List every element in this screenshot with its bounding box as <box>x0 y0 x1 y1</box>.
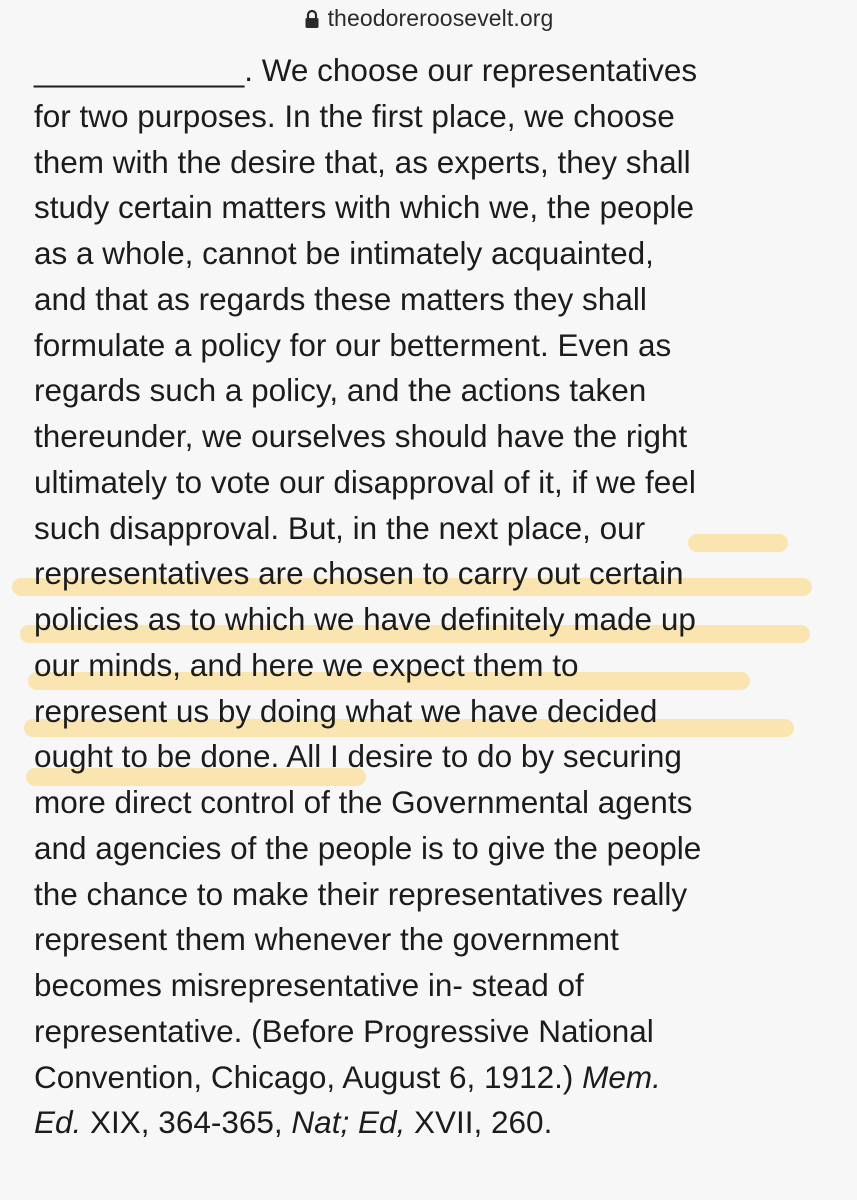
text-line <box>34 597 846 643</box>
text-line <box>34 963 846 1009</box>
quote-text <box>34 48 846 1146</box>
text-segment: regards such a policy, and the actions taken <box>34 372 647 409</box>
text-line <box>34 277 846 323</box>
text-segment: the chance to make their representatives really <box>34 875 688 912</box>
citation-italic: Ed. <box>34 1104 82 1141</box>
text-segment: study certain matters with which we, the people <box>34 189 695 226</box>
text-line <box>34 231 846 277</box>
text-line <box>34 94 846 140</box>
text-line <box>34 506 846 552</box>
text-line <box>34 323 846 369</box>
text-line <box>34 48 846 94</box>
text-line <box>34 1009 846 1055</box>
text-line <box>34 140 846 186</box>
text-segment: Convention, Chicago, August 6, 1912.) <box>34 1058 583 1095</box>
text-segment: represent us by doing what we have decided <box>34 692 658 729</box>
text-segment: representatives are chosen to carry out certain <box>34 555 684 592</box>
text-line <box>34 643 846 689</box>
site-domain: theodoreroosevelt.org <box>327 4 554 31</box>
text-segment: such disapproval. But, in the next place, our <box>34 509 646 546</box>
text-line <box>34 1100 846 1146</box>
text-segment: for two purposes. In the first place, we choose <box>34 97 675 134</box>
text-segment: ultimately to vote our disapproval of it, if we feel <box>34 463 696 500</box>
text-segment: as a whole, cannot be intimately acquainted, <box>34 235 654 271</box>
text-line <box>34 551 846 597</box>
text-line <box>34 872 846 918</box>
text-segment: and agencies of the people is to give the people <box>34 829 702 866</box>
text-segment: our minds, and here we expect them to <box>34 646 579 683</box>
text-segment: ____________. We choose our representatives <box>34 52 698 88</box>
text-segment: and that as regards these matters they shall <box>34 280 647 317</box>
text-segment: representative. (Before Progressive National <box>34 1012 654 1049</box>
lock-icon <box>304 9 320 29</box>
text-line <box>34 826 846 872</box>
text-segment: thereunder, we ourselves should have the right <box>34 418 688 454</box>
text-segment: XIX, 364-365, <box>81 1104 292 1141</box>
text-segment: formulate a policy for our betterment. Even as <box>34 326 672 363</box>
text-line <box>34 780 846 826</box>
text-segment: policies as to which we have definitely made up <box>34 601 696 637</box>
text-line <box>34 734 846 780</box>
text-line <box>34 917 846 963</box>
text-line <box>34 368 846 414</box>
text-segment: becomes misrepresentative in- stead of <box>34 967 584 1003</box>
text-line <box>34 1055 846 1101</box>
text-line <box>34 414 846 460</box>
text-line <box>34 689 846 735</box>
citation-italic: Mem. <box>582 1058 661 1095</box>
text-segment: XVII, 260. <box>405 1104 553 1141</box>
citation-italic: Nat; Ed, <box>291 1104 406 1141</box>
text-segment: represent them whenever the government <box>34 921 619 958</box>
text-line <box>34 460 846 506</box>
text-segment: more direct control of the Governmental agents <box>34 784 693 820</box>
text-segment: them with the desire that, as experts, they shall <box>34 143 691 180</box>
address-bar[interactable] <box>0 0 857 36</box>
text-segment: ought to be done. All I desire to do by securing <box>34 738 682 775</box>
text-line <box>34 185 846 231</box>
